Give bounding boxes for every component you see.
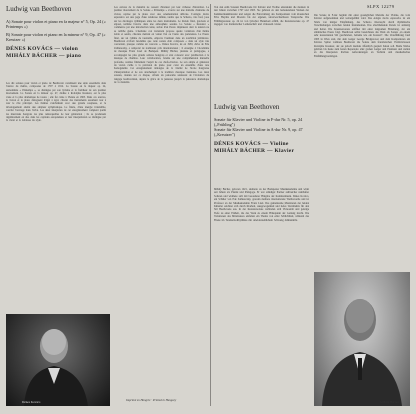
german-work-a: Sonate für Klavier und Violine in F-dur Nr. 5, op. 24 („Frühling") <box>214 117 303 127</box>
caption-mihaly-bacher: Mihály Bácher <box>380 400 400 404</box>
french-notes-col-1: Les dix sonates pour violon et piano de Beethoven constituent une série essentielle dans l'œuvre du maître, composées de 1797 à 1812. La Sonate en fa majeur op. 24, surnommée « Printemps », se distingue par son lyrisme et la fraîcheur de son premier mouvement. La Sonate en la mineur op. 47, dédiée à Rodolphe Kreutzer, est la plus vaste et la plus dramatique de toutes ; elle fut créée à Vienne en 1803. Dans ces œuvres, le violon et le piano dialoguent d'égal à égal, chacun des instruments assumant tour à tour le rôle principal. Les thèmes s'enchaînent avec une grande souplesse, et le développement atteint une ampleur symphonique. Le finale, d'une énergie irrésistible, conclut l'ouvrage dans l'éclat. Les deux interprètes de cet enregistrement comptent parmi les musiciens hongrois les plus remarquables de leur génération ; ils se produisent régulièrement en duo dans les capitales européennes et leur interprétation se distingue par la clarté et la noblesse du style. <box>6 82 106 123</box>
column-divider <box>210 4 211 406</box>
french-notes-col-2: Les œuvres de la maturité ne cessent d'étonner par leur richesse d'invention. Le premier mouvement de la Sonate « Printemps » s'ouvre sur une mélodie chantante du violon, reprise par le piano avec une ornementation délicate. L'Adagio molto espressivo est une page d'une tendresse infinie, tandis que le Scherzo, très bref, joue sur les décalages rythmiques entre les deux instruments. Le Rondo final, gracieux et enjoué, termine l'œuvre dans une atmosphère sereine. La Sonate « Kreutzer » commence par une introduction lente, suivie d'un Presto impétueux dont la tension ne se relâche guère. L'Andante con variazioni propose quatre variations d'un thème noble et serein, chacune mettant en valeur l'un ou l'autre des partenaires. Le Presto final, sur un rythme de tarentelle, emporte l'auditeur dans un tourbillon jubilatoire. Beethoven écrivait lui-même que cette sonate était composée « dans un style très concertant, presque comme un concerto ». Dénes Kovács, né en 1930, élève de Ede Zathureczky, a remporté de nombreux prix internationaux ; il enseigne à l'Académie de musique Franz Liszt de Budapest. Mihály Bácher, pianiste et pédagogue, a accompagné les plus grands solistes hongrois et s'est consacré avec prédilection à la musique de chambre. Leur collaboration, fondée sur une compréhension mutuelle profonde, restitue fidèlement l'esprit de ces chefs-d'œuvre. Le son ample et généreux du violon s'allie à la précision du piano pour créer un ensemble d'une rare homogénéité. Cet enregistrement témoigne de la vitalité de l'école hongroise d'interprétation et de son attachement à la tradition classique viennoise. Les deux sonates, réunies sur ce disque, offrent un panorama saisissant de l'évolution du langage beethovénien, depuis la grâce de la jeunesse jusqu'à la puissance dramatique de la maturité. <box>114 6 209 84</box>
german-performer-2: MIHÁLY BÁCHER — Klavier <box>214 148 295 154</box>
german-notes-col-2: Die Sonate in F-dur beginnt mit einer gesanglichen Melodie der Violine, die vom Klavier aufgenommen und weitergeführt wird. Das Adagio molto espressivo ist ein Stück von inniger Empfindung, das Scherzo überrascht durch rhythmische Verschiebungen zwischen beiden Instrumenten. Das abschließende Rondo ist anmutig und heiter. Die Kreutzersonate eröffnet mit einer langsamen Einleitung, der ein stürmisches Presto folgt. Beethoven selbst bezeichnete das Werk als Sonate „in einem sehr konzertanten Stil geschrieben, beinahe wie ein Konzert". Die Uraufführung fand 1803 in Wien statt, mit dem Geiger George Bridgetower und dem Komponisten am Klavier. Später widmete Beethoven die Sonate dem französischen Violinvirtuosen Rodolphe Kreutzer, der sie jedoch niemals öffentlich gespielt haben soll. Beide Werke gehören bis heute zum festen Repertoire aller großen Geiger und Pianisten und stellen an die Interpreten höchste Anforderungen an Technik und musikalisches Einfühlungsvermögen. <box>314 14 410 58</box>
french-composer: Ludwig van Beethoven <box>6 5 72 13</box>
german-notes-col-1-bottom: Mihály Bácher, geboren 1921, studierte an der Budapester Musikakademie und wirkt seit Jahren als Pianist und Pädagoge. Er war ständiger Partner zahlreicher namhafter Solisten und widmete sich mit besonderer Hingabe der Kammermusik. Dénes Kovács, ein Schüler von Ede Zathureczky, gewann mehrere internationale Wettbewerbe und ist Professor an der Musikakademie Franz Liszt. Das gemeinsame Musizieren der beiden Künstler zeichnet sich durch Klarheit, Ausgewogenheit und tiefes Verständnis für den Stil Beethovens aus. In der Kreutzersonate verbinden sich Virtuosität und geistige Tiefe zu einer Einheit, die das Werk zu einem Höhepunkt der Gattung macht. Die Variationen des Mittelsatzes entfalten ein Thema von edler Schlichtheit, während das Finale im Tarantella-Rhythmus mit unwiderstehlichem Schwung dahinstürmt. <box>214 188 309 222</box>
german-heading-block <box>214 104 309 155</box>
printed-notice: Imprimé en Hongrie · Printed in Hungary <box>126 398 177 402</box>
photo-mihaly-bacher <box>314 272 410 406</box>
caption-denes-kovacs: Dénes Kovács <box>22 400 41 404</box>
portrait-silhouette-icon <box>314 272 410 406</box>
portrait-silhouette-icon <box>6 314 110 406</box>
german-composer: Ludwig van Beethoven <box>214 103 280 111</box>
french-work-b: B) Sonate pour violon et piano en la mineur n° 9, Op. 47 (« Kreutzer ») <box>6 32 106 42</box>
french-heading-block <box>6 6 106 60</box>
photo-denes-kovacs <box>6 314 110 406</box>
german-work-b: Sonate für Klavier und Violine in A-dur Nr. 9, op. 47 („Kreutzer") <box>214 127 303 137</box>
german-notes-col-1-top: Von den zehn Sonaten Beethovens für Klavier und Violine entstanden die meisten in den Jahren zwischen 1797 und 1803. Sie gehören zu den bedeutendsten Werken der Kammermusikliteratur und zeigen die Entwicklung des Komponisten vom klassischen Erbe Haydns und Mozarts bis zur eigenen, unverwechselbaren Tonsprache. Die Frühlingssonate op. 24 ist von lyrischer Heiterkeit erfüllt, die Kreutzersonate op. 47 dagegen von dramatischer Leidenschaft und virtuosem Glanz. <box>214 6 309 27</box>
german-performer-1: DÉNES KOVÁCS — Violine <box>214 141 289 147</box>
catalog-number: SLPX 12279 <box>367 4 395 9</box>
french-performer-1: DÉNES KOVÁCS — violon <box>6 46 79 52</box>
french-performer-2: MIHÁLY BÁCHER — piano <box>6 53 82 59</box>
french-work-a: A) Sonate pour violon et piano en fa majeur n° 5, Op. 24 (« Printemps ») <box>6 19 106 29</box>
